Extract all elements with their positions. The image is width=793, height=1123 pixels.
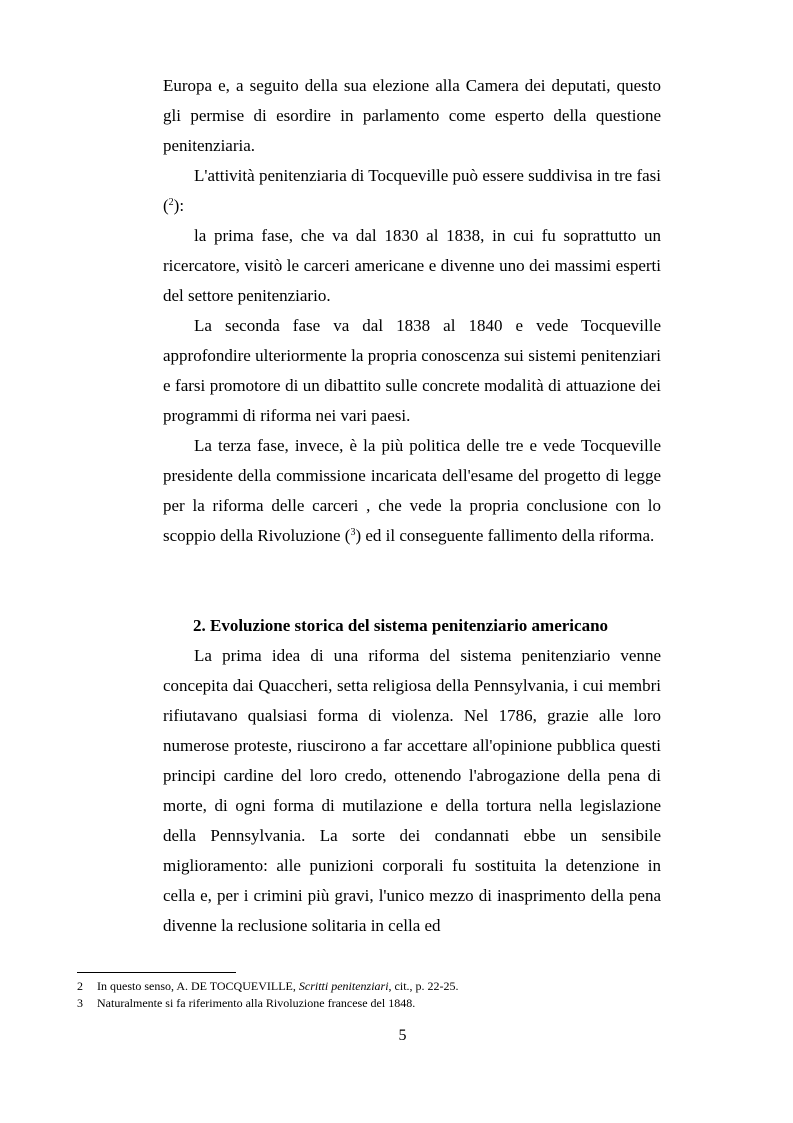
footnote-separator — [77, 972, 236, 973]
paragraph-1: Europa e, a seguito della sua elezione alla Camera dei deputati, questo gli permise di esordire in parlamento come esperto della questione penitenziaria. — [163, 76, 661, 155]
footnote-3: 3 Naturalmente si fa riferimento alla Rivoluzione francese del 1848. — [77, 996, 416, 1010]
footnote-ref-3[interactable]: 3 — [350, 527, 356, 538]
paragraph-2: L'attività penitenziaria di Tocqueville può essere suddivisa in tre fasi ($^2$): — [163, 166, 661, 215]
section-heading: 2. Evoluzione storica del sistema penitenziario americano — [193, 616, 609, 635]
paragraph-3: la prima fase, che va dal 1830 al 1838, in cui fu soprattutto un ricercatore, visitò le carceri americane e divenne uno dei massimi esperti del settore penitenziario. — [163, 226, 661, 305]
footnote-ref-2[interactable]: 2 — [168, 197, 174, 208]
page-number: 5 — [398, 1027, 407, 1044]
paragraph-4: La seconda fase va dal 1838 al 1840 e vede Tocqueville approfondire ulteriormente la propria conoscenza sui sistemi penitenziari e farsi promotore di un dibattito sulle concrete modalità di attuazione dei programmi di riforma nei vari paesi. — [163, 316, 661, 425]
section-spacer — [163, 551, 661, 611]
paragraph-5: La terza fase, invece, è la più politica delle tre e vede Tocqueville presidente della commissione incaricata dell'esame del progetto di legge per la riforma delle carceri , che vede la propria conclusione con lo scoppio della Rivoluzione ($^3$) ed il conseguente fallimento della riforma. — [163, 436, 661, 545]
footnote-2: 2 In questo senso, A. DE TOCQUEVILLE, Scritti penitenziari, cit., p. 22-25. — [77, 979, 459, 993]
footnotes — [77, 978, 677, 1012]
main-text — [163, 71, 661, 941]
section-paragraph: La prima idea di una riforma del sistema penitenziario venne concepita dai Quaccheri, setta religiosa della Pennsylvania, i cui membri rifiutavano qualsiasi forma di violenza. Nel 1786, grazie alle loro numerose proteste, riuscirono a far accettare all'opinione pubblica questi principi cardine del loro credo, ottenendo l'abrogazione della pena di morte, di ogni forma di mutilazione e della tortura nella legislazione della Pennsylvania. La sorte dei condannati ebbe un sensibile miglioramento: alle punizioni corporali fu sostituita la detenzione in cella e, per i crimini più gravi, l'unico mezzo di inasprimento della pena divenne la reclusione solitaria in cella ed — [163, 646, 661, 935]
